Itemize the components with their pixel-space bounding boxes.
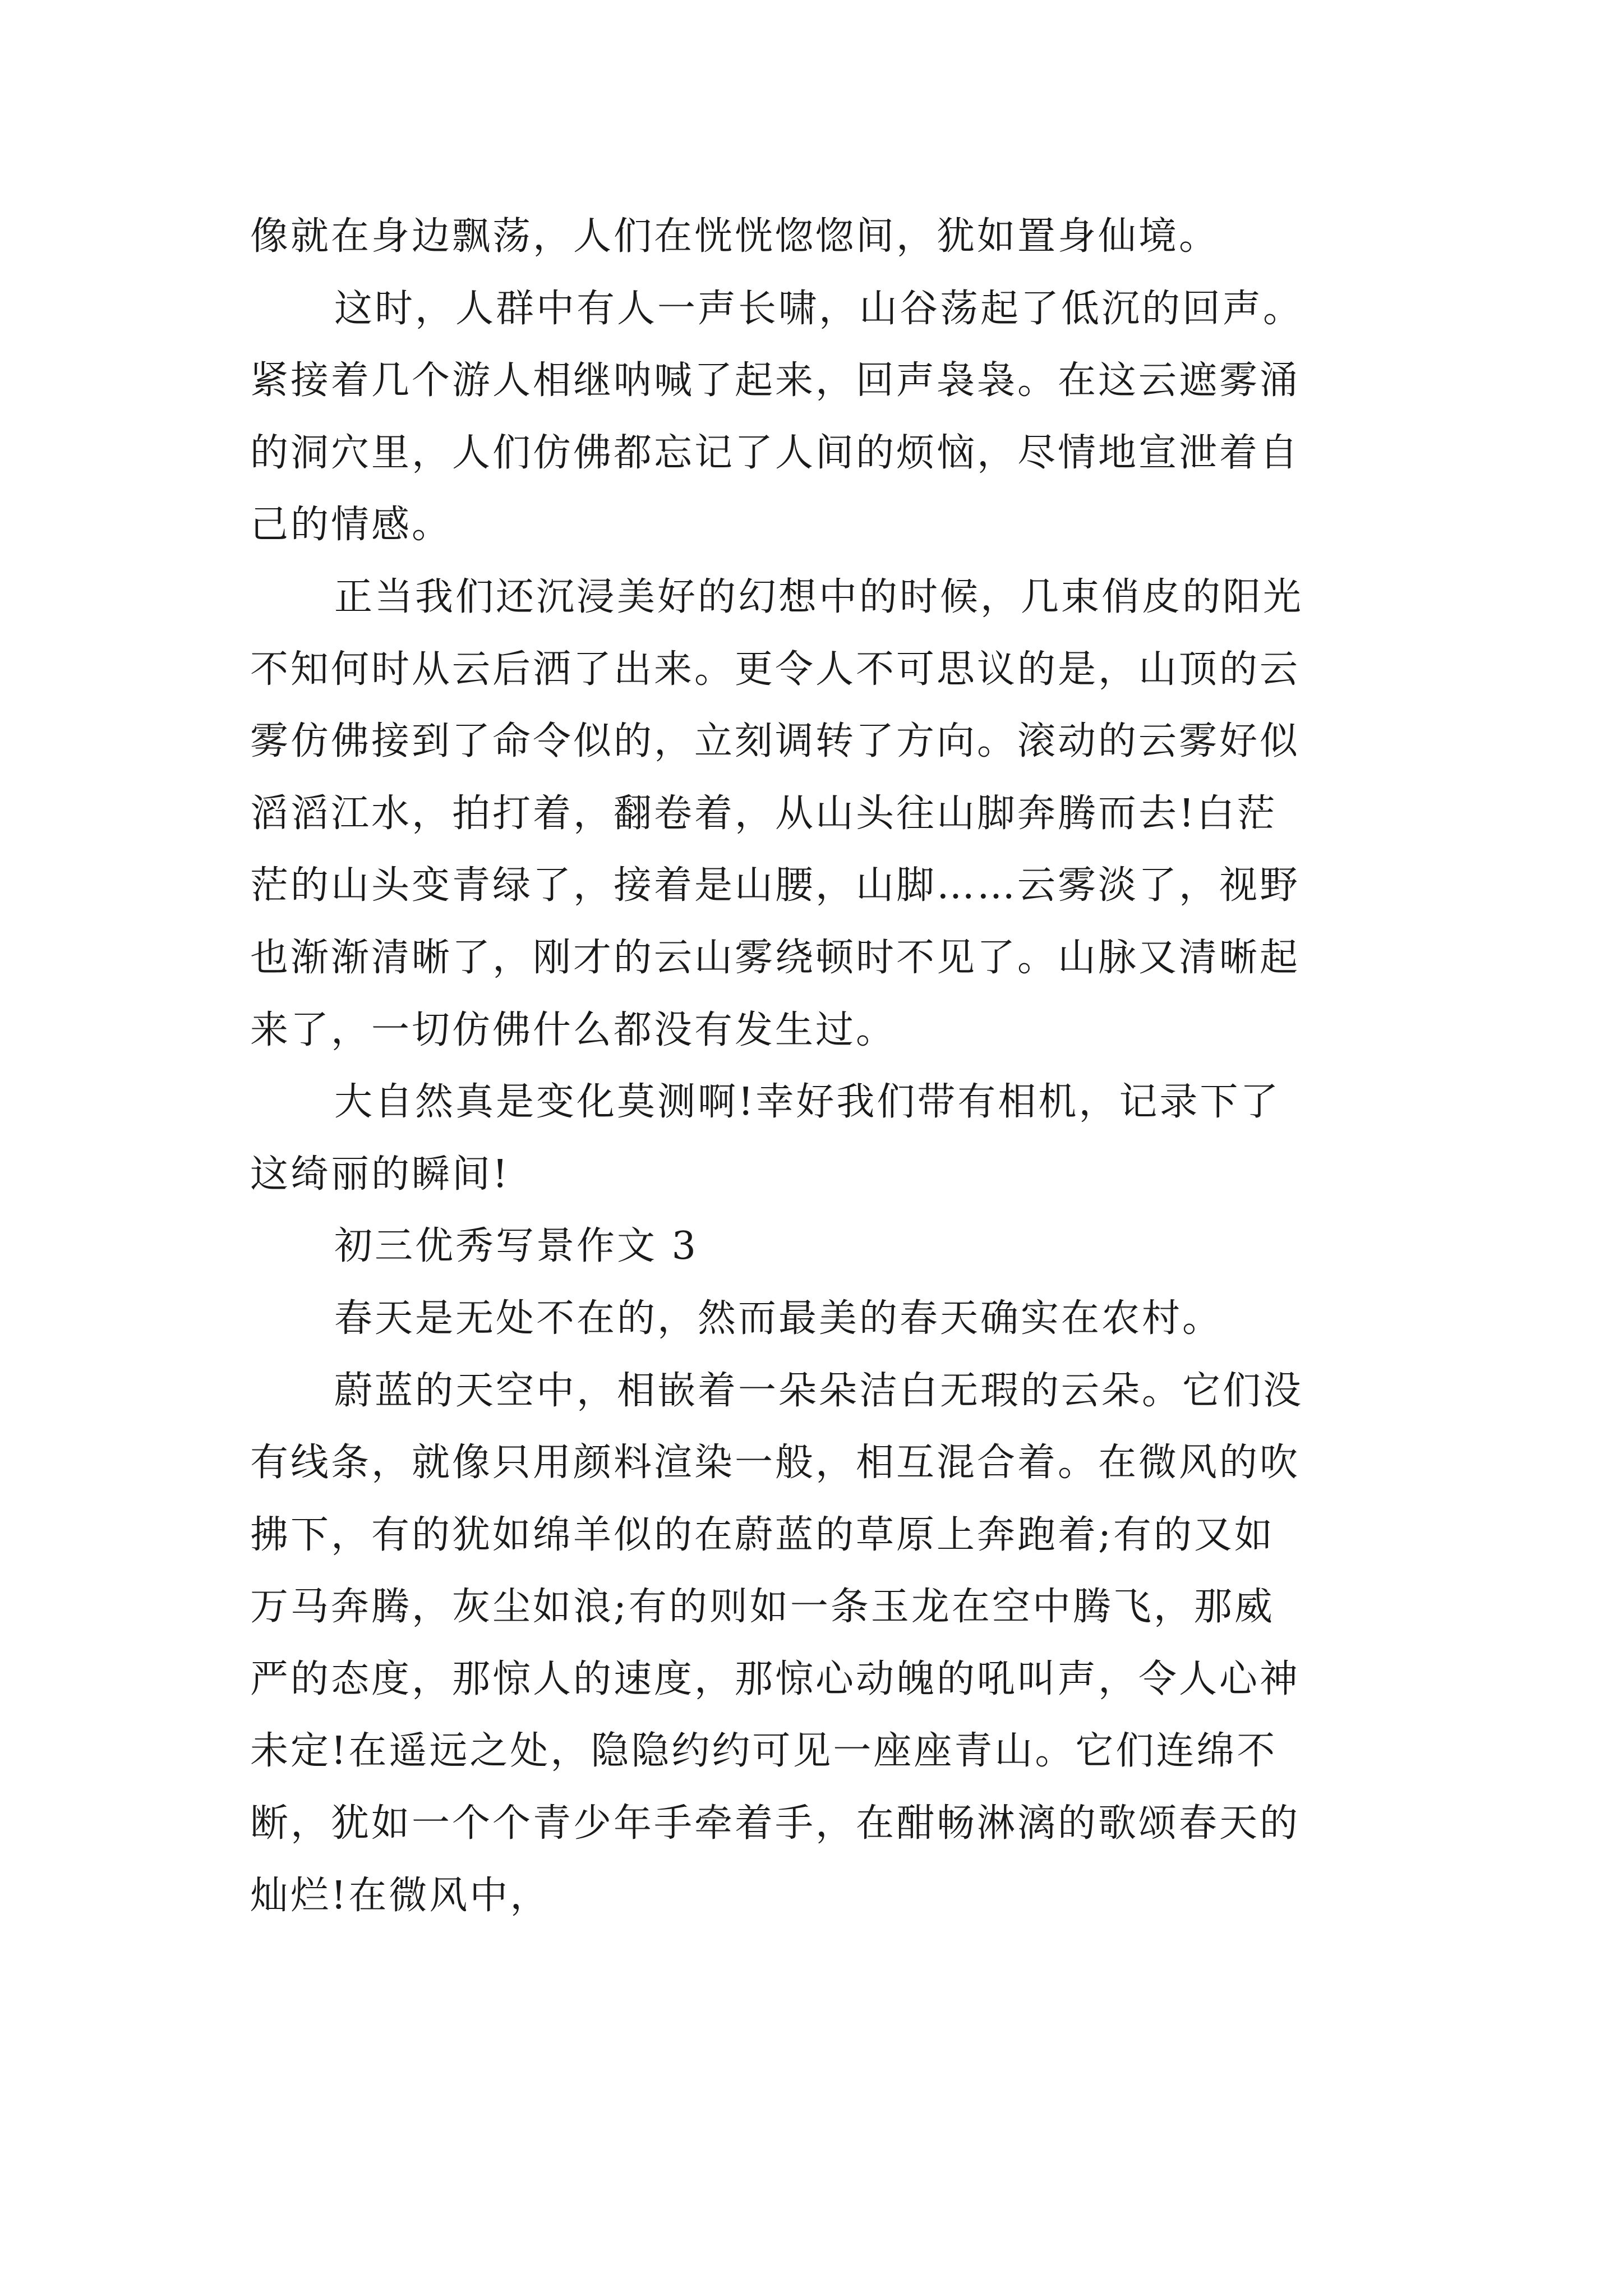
text-line-14: 这绮丽的瞬间! bbox=[250, 1152, 510, 1197]
text-line-10: 茫的山头变青绿了，接着是山腰，山脚……云雾淡了，视野 bbox=[250, 863, 1301, 908]
text-line-20: 万马奔腾，灰尘如浪;有的则如一条玉龙在空中腾飞，那威 bbox=[250, 1585, 1275, 1630]
text-line-6: 正当我们还沉浸美好的幻想中的时候，几束俏皮的阳光 bbox=[334, 574, 1304, 619]
text-line-1: 像就在身边飘荡，人们在恍恍惚惚间，犹如置身仙境。 bbox=[250, 214, 1220, 259]
text-line-8: 雾仿佛接到了命令似的，立刻调转了方向。滚动的云雾好似 bbox=[250, 719, 1301, 764]
text-line-24: 灿烂!在微风中， bbox=[250, 1873, 551, 1918]
text-line-4: 的洞穴里，人们仿佛都忘记了人间的烦恼，尽情地宣泄着自 bbox=[250, 430, 1301, 475]
text-line-16: 春天是无处不在的，然而最美的春天确实在农村。 bbox=[334, 1296, 1223, 1341]
text-line-22: 未定!在遥远之处，隐隐约约可见一座座青山。它们连绵不 bbox=[250, 1729, 1278, 1774]
section-heading: 初三优秀写景作文 3 bbox=[334, 1224, 698, 1269]
text-line-19: 拂下，有的犹如绵羊似的在蔚蓝的草原上奔跑着;有的又如 bbox=[250, 1512, 1275, 1557]
text-line-9: 滔滔江水，拍打着，翻卷着，从山头往山脚奔腾而去!白茫 bbox=[250, 791, 1278, 836]
text-line-7: 不知何时从云后洒了出来。更令人不可思议的是，山顶的云 bbox=[250, 647, 1301, 692]
text-line-2: 这时，人群中有人一声长啸，山谷荡起了低沉的回声。 bbox=[334, 286, 1304, 331]
text-line-21: 严的态度，那惊人的速度，那惊心动魄的吼叫声，令人心神 bbox=[250, 1657, 1301, 1701]
text-line-13: 大自然真是变化莫测啊!幸好我们带有相机，记录下了 bbox=[334, 1080, 1281, 1125]
text-line-11: 也渐渐清晰了，刚才的云山雾绕顿时不见了。山脉又清晰起 bbox=[250, 935, 1301, 980]
text-line-17: 蔚蓝的天空中，相嵌着一朵朵洁白无瑕的云朵。它们没 bbox=[334, 1368, 1304, 1413]
text-line-3: 紧接着几个游人相继呐喊了起来，回声袅袅。在这云遮雾涌 bbox=[250, 358, 1301, 403]
text-line-18: 有线条，就像只用颜料渲染一般，相互混合着。在微风的吹 bbox=[250, 1441, 1301, 1485]
text-line-5: 己的情感。 bbox=[250, 503, 453, 547]
document-body bbox=[250, 201, 1394, 1932]
text-line-23: 断，犹如一个个青少年手牵着手，在酣畅淋漓的歌颂春天的 bbox=[250, 1801, 1301, 1846]
text-line-12: 来了，一切仿佛什么都没有发生过。 bbox=[250, 1007, 897, 1052]
